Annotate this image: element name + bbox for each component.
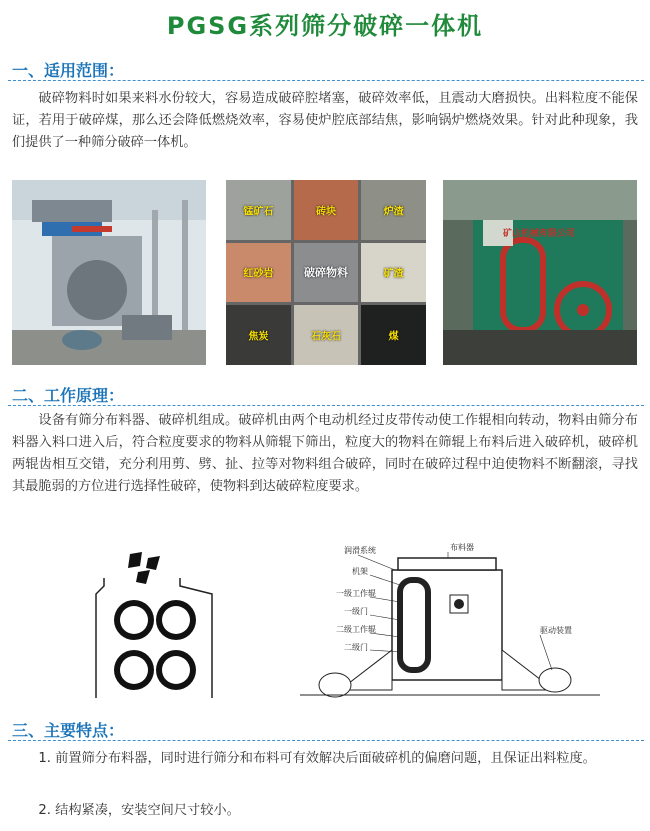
material-label: 破碎物料 — [303, 266, 348, 280]
photo-watermark: 矿山机械有限公司 — [503, 229, 576, 239]
material-label: 焦炭 — [248, 331, 269, 343]
scope-paragraph: 破碎物料时如果来料水份较大，容易造成破碎腔堵塞，破碎效率低，且震动大磨损快。出料粒度不能保证，若用于破碎煤，那么还会降低燃烧效率，容易使炉腔底部结焦，影响锅炉燃烧效果。针对此种现象，我们提供了一种筛分破碎一体机。 — [12, 91, 638, 150]
page-title: PGSG系列筛分破碎一体机 — [166, 12, 484, 40]
material-cell — [226, 180, 291, 240]
material-cell — [294, 305, 359, 365]
material-cell — [294, 243, 359, 303]
label-lubrication: 润滑系统 — [344, 546, 376, 555]
label-drive: 驱动装置 — [540, 626, 572, 635]
section-divider — [8, 405, 644, 406]
section-heading-scope: 一、适用范围： — [12, 61, 125, 80]
material-cell — [226, 243, 291, 303]
label-roller1: 一级工作辊 — [336, 589, 376, 598]
material-label: 红砂岩 — [243, 268, 274, 280]
material-label: 煤 — [388, 331, 399, 343]
label-frame: 机架 — [352, 567, 368, 576]
machine-photo — [443, 180, 637, 365]
section-heading-features: 三、主要特点： — [12, 721, 125, 740]
material-cell — [294, 180, 359, 240]
section-divider — [8, 740, 644, 741]
material-label: 炉渣 — [383, 206, 404, 218]
label-feeder: 布料器 — [450, 543, 474, 552]
feature-item: 2. 结构紧凑，安装空间尺寸较小。 — [38, 803, 240, 818]
label-door2: 二级门 — [344, 643, 368, 652]
material-cell — [226, 305, 291, 365]
materials-grid — [226, 180, 426, 365]
principle-paragraph: 设备有筛分布料器、破碎机组成。破碎机由两个电动机经过皮带传动使工作辊相向转动，物料由筛分布料器入料口进入后，符合粒度要求的物料从筛辊下筛出，粒度大的物料在筛辊上布料后进入破碎机，破碎机两辊齿相互交错，充分利用剪、劈、扯、拉等对物料组合破碎，同时在破碎过程中迫使物料不断翻滚，寻找其最脆弱的方位进行选择性破碎，使物料到达破碎粒度要求。 — [12, 413, 638, 494]
material-cell — [361, 305, 426, 365]
label-roller2: 二级工作辊 — [336, 625, 376, 634]
machine-structure-diagram — [300, 540, 630, 705]
material-label: 矿渣 — [383, 268, 404, 280]
material-label: 锰矿石 — [243, 206, 274, 218]
material-label: 砖块 — [315, 206, 336, 218]
section-heading-principle: 二、工作原理： — [12, 386, 125, 405]
factory-photo — [12, 180, 206, 365]
material-cell — [361, 180, 426, 240]
section-divider — [8, 80, 644, 81]
material-cell — [361, 243, 426, 303]
roller-schematic — [90, 548, 220, 698]
label-door1: 一级门 — [344, 607, 368, 616]
material-label: 石灰石 — [310, 331, 341, 343]
feature-item: 1. 前置筛分布料器，同时进行筛分和布料可有效解决后面破碎机的偏磨问题，且保证出料粒度。 — [38, 751, 596, 766]
